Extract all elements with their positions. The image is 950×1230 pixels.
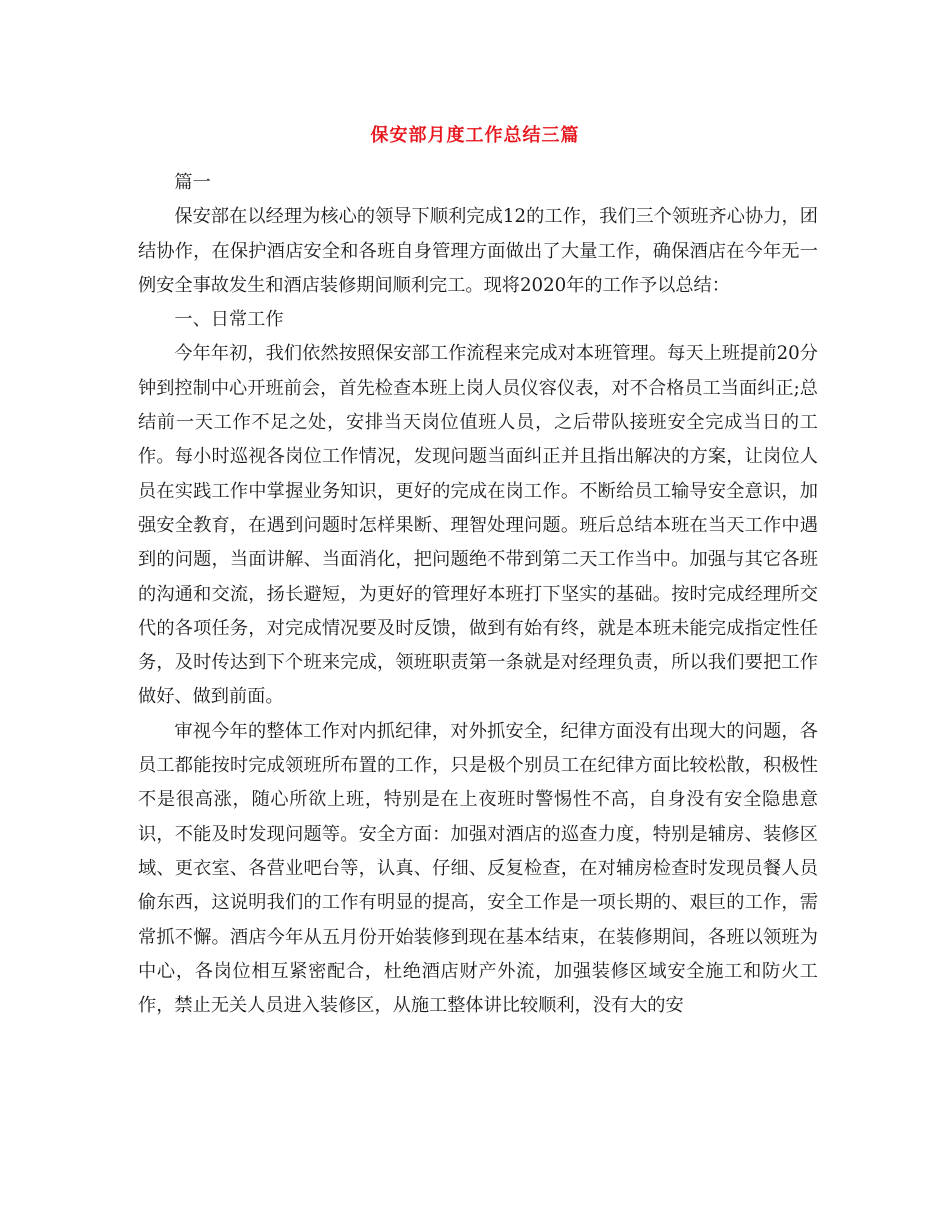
section-heading-part-one: 篇一 bbox=[174, 172, 211, 193]
section-heading-daily-work: 一、日常工作 bbox=[174, 309, 284, 331]
document-title: 保安部月度工作总结三篇 bbox=[370, 125, 580, 146]
document-body bbox=[138, 166, 818, 1023]
daily-work-paragraph: 今年年初，我们依然按照保安部工作流程来完成对本班管理。每天上班提前20分钟到控制中心开班前会，首先检查本班上岗人员仪容仪表，对不合格员工当面纠正;总结前一天工作不足之处，安排当天岗位值班人员，之后带队接班安全完成当日的工作。每小时巡视各岗位工作情况，发现问题当面纠正并且指出解决的方案，让岗位人员在实践工作中掌握业务知识，更好的完成在岗工作。不断给员工输导安全意识，加强安全教育，在遇到问题时怎样果断、理智处理问题。班后总结本班在当天工作中遇到的问题，当面讲解、当面消化，把问题绝不带到第二天工作当中。加强与其它各班的沟通和交流，扬长避短，为更好的管理好本班打下坚实的基础。按时完成经理所交代的各项任务，对完成情况要及时反馈，做到有始有终，就是本班未能完成指定性任务，及时传达到下个班来完成，领班职责第一条就是对经理负责，所以我们要把工作做好、做到前面。 bbox=[138, 343, 818, 708]
intro-paragraph: 保安部在以经理为核心的领导下顺利完成12的工作，我们三个领班齐心协力，团结协作，在保护酒店安全和各班自身管理方面做出了大量工作，确保酒店在今年无一例安全事故发生和酒店装修期间顺利完工。现将2020年的工作予以总结： bbox=[138, 206, 818, 296]
review-paragraph: 审视今年的整体工作对内抓纪律，对外抓安全，纪律方面没有出现大的问题，各员工都能按时完成领班所布置的工作，只是极个别员工在纪律方面比较松散，积极性不是很高涨，随心所欲上班，特别是在上夜班时警惕性不高，自身没有安全隐患意识，不能及时发现问题等。安全方面：加强对酒店的巡查力度，特别是辅房、装修区域、更衣室、各营业吧台等，认真、仔细、反复检查，在对辅房检查时发现员餐人员偷东西，这说明我们的工作有明显的提高，安全工作是一项长期的、艰巨的工作，需常抓不懈。酒店今年从五月份开始装修到现在基本结束，在装修期间，各班以领班为中心，各岗位相互紧密配合，杜绝酒店财产外流，加强装修区域安全施工和防火工作，禁止无关人员进入装修区，从施工整体讲比较顺利，没有大的安 bbox=[138, 720, 818, 1017]
